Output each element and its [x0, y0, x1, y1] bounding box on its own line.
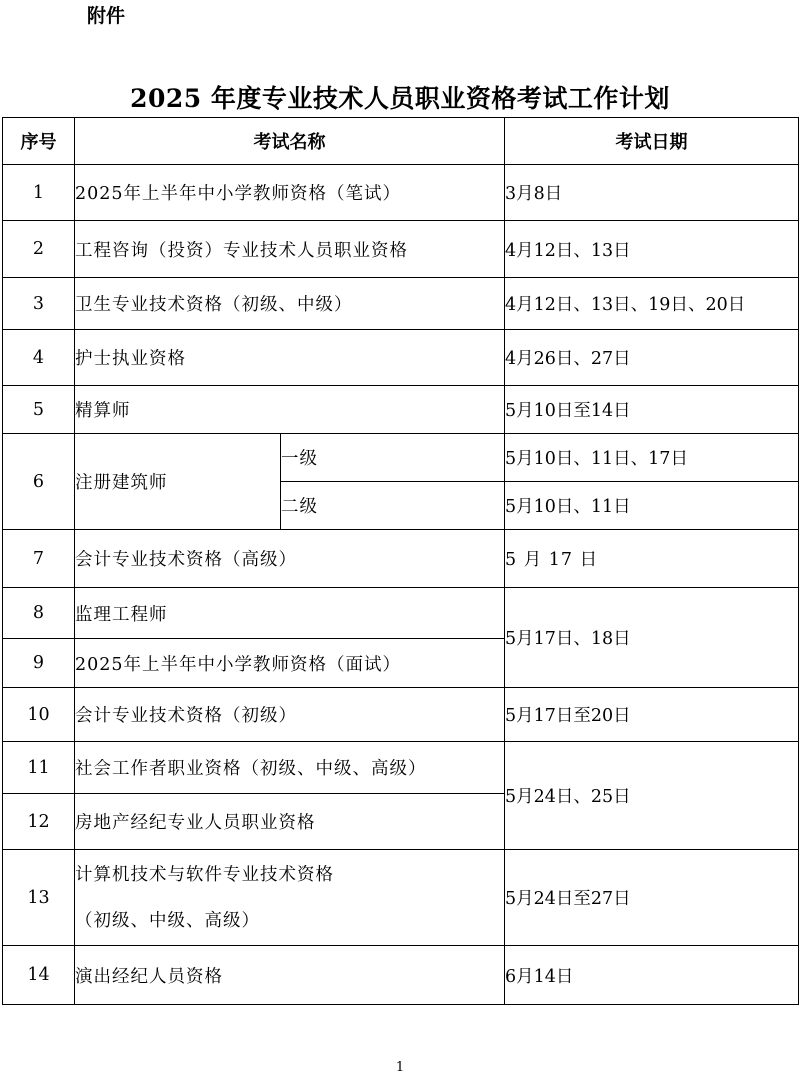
row-number: 12 [3, 794, 75, 850]
row-number: 4 [3, 330, 75, 386]
exam-date: 5 月 17 日 [505, 530, 799, 588]
table-row [3, 946, 799, 1005]
exam-name: 会计专业技术资格（高级） [75, 530, 505, 588]
table-row [3, 588, 799, 639]
exam-date: 4月12日、13日 [505, 221, 799, 278]
exam-name: 计算机技术与软件专业技术资格 [75, 864, 334, 885]
exam-name: 护士执业资格 [75, 330, 505, 386]
exam-name: 注册建筑师 [75, 434, 281, 530]
row-number: 3 [3, 278, 75, 330]
row-number: 11 [3, 742, 75, 794]
row-number: 9 [3, 639, 75, 688]
row-number: 7 [3, 530, 75, 588]
exam-name: 演出经纪人员资格 [75, 946, 505, 1005]
table-row [3, 221, 799, 278]
exam-name: 工程咨询（投资）专业技术人员职业资格 [75, 221, 505, 278]
table-row [3, 850, 799, 946]
exam-date: 4月26日、27日 [505, 330, 799, 386]
page-title: 2025 年度专业技术人员职业资格考试工作计划 [130, 84, 670, 113]
exam-name: 精算师 [75, 386, 505, 434]
exam-date: 5月24日、25日 [505, 742, 799, 850]
table-row [3, 530, 799, 588]
row-number: 8 [3, 588, 75, 639]
table-row [3, 688, 799, 742]
column-header-exam-name: 考试名称 [75, 118, 505, 165]
row-number: 2 [3, 221, 75, 278]
table-row [3, 330, 799, 386]
exam-level: 二级 [281, 482, 505, 530]
exam-date: 5月10日、11日、17日 [505, 434, 799, 482]
exam-schedule-table [2, 117, 799, 1005]
exam-date: 6月14日 [505, 946, 799, 1005]
table-header-row [3, 118, 799, 165]
table-row [3, 434, 799, 482]
exam-date: 4月12日、13日、19日、20日 [505, 278, 799, 330]
exam-name: 卫生专业技术资格（初级、中级） [75, 278, 505, 330]
table-row [3, 278, 799, 330]
column-header-exam-date: 考试日期 [505, 118, 799, 165]
exam-date: 5月10日、11日 [505, 482, 799, 530]
row-number: 14 [3, 946, 75, 1005]
exam-date: 5月24日至27日 [505, 850, 799, 946]
exam-name: 会计专业技术资格（初级） [75, 688, 505, 742]
exam-date: 5月17日至20日 [505, 688, 799, 742]
exam-name: 监理工程师 [75, 588, 505, 639]
page-number: 1 [395, 1060, 405, 1075]
table-row [3, 742, 799, 794]
exam-date: 5月10日至14日 [505, 386, 799, 434]
exam-name: 2025年上半年中小学教师资格（笔试） [75, 165, 505, 221]
row-number: 13 [3, 850, 75, 946]
row-number: 10 [3, 688, 75, 742]
exam-name-cell [75, 850, 505, 946]
table-row [3, 386, 799, 434]
exam-date: 3月8日 [505, 165, 799, 221]
column-header-number: 序号 [3, 118, 75, 165]
exam-name-continued: （初级、中级、高级） [75, 910, 260, 931]
row-number: 1 [3, 165, 75, 221]
exam-name: 社会工作者职业资格（初级、中级、高级） [75, 742, 505, 794]
exam-level: 一级 [281, 434, 505, 482]
table-row [3, 165, 799, 221]
exam-date: 5月17日、18日 [505, 588, 799, 688]
exam-name: 2025年上半年中小学教师资格（面试） [75, 639, 505, 688]
row-number: 6 [3, 434, 75, 530]
attachment-label: 附件 [87, 5, 126, 27]
exam-name: 房地产经纪专业人员职业资格 [75, 794, 505, 850]
row-number: 5 [3, 386, 75, 434]
